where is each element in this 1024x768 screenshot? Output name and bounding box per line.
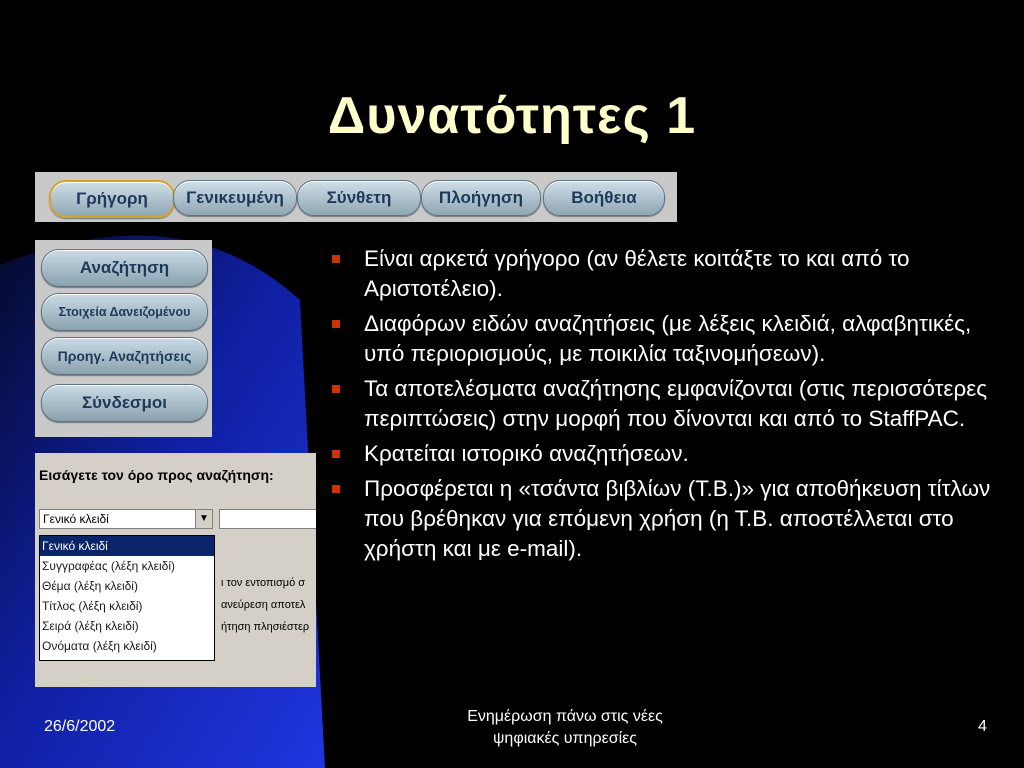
bullet-text: Είναι αρκετά γρήγορο (αν θέλετε κοιτάξτε το και από το Αριστοτέλειο).	[364, 246, 910, 301]
search-tab-bar	[35, 172, 677, 222]
tab-browse[interactable]: Πλοήγηση	[421, 180, 541, 216]
bullet-square-icon	[332, 485, 340, 493]
bullet-text: Κρατείται ιστορικό αναζητήσεων.	[364, 441, 689, 466]
search-form-screenshot	[35, 453, 316, 687]
chevron-down-icon[interactable]: ▼	[195, 510, 212, 528]
dropdown-option[interactable]: Συγγραφέας (λέξη κλειδί)	[42, 559, 176, 573]
search-button[interactable]: Αναζήτηση	[41, 249, 208, 287]
borrower-info-button[interactable]: Στοιχεία Δανειζομένου	[41, 293, 208, 331]
background-text: ήτηση πλησιέστερ	[221, 621, 310, 633]
bullet-item	[328, 244, 998, 304]
bullet-square-icon	[332, 255, 340, 263]
bullet-item	[328, 439, 998, 469]
dropdown-option[interactable]: Θέμα (λέξη κλειδί)	[42, 579, 138, 593]
background-text: ανεύρεση αποτελ	[221, 599, 306, 611]
bullet-square-icon	[332, 385, 340, 393]
footer-caption	[420, 706, 710, 750]
footer-caption-line: ψηφιακές υπηρεσίες	[493, 730, 637, 747]
select-value: Γενικό κλειδί	[43, 512, 109, 526]
bullet-item	[328, 374, 998, 434]
background-text: ι τον εντοπισμό σ	[221, 577, 306, 589]
side-button-panel	[35, 240, 212, 437]
footer-date: 26/6/2002	[44, 718, 116, 735]
slide-title: Δυνατότητες 1	[327, 87, 697, 145]
footer-caption-line: Ενημέρωση πάνω στις νέες	[467, 708, 663, 725]
search-term-label: Εισάγετε τον όρο προς αναζήτηση:	[39, 467, 274, 483]
tab-complex[interactable]: Σύνθετη	[297, 180, 421, 216]
bullet-text: Προσφέρεται η «τσάντα βιβλίων (Τ.Β.)» για αποθήκευση τίτλων που βρέθηκαν για επόμενη χρήση (η Τ.Β. αποστέλλεται στο χρήστη και με e-mail).	[364, 476, 991, 561]
bullet-square-icon	[332, 450, 340, 458]
bullet-text: Τα αποτελέσματα αναζήτησης εμφανίζονται (στις περισσότερες περιπτώσεις) στην μορφή που δίνονται και από το StaffPAC.	[364, 376, 988, 431]
links-button[interactable]: Σύνδεσμοι	[41, 384, 208, 422]
search-text-input[interactable]	[219, 509, 316, 529]
search-field-select[interactable]	[39, 509, 213, 529]
dropdown-option[interactable]: Ονόματα (λέξη κλειδί)	[42, 639, 157, 653]
tab-advanced[interactable]: Γενικευμένη	[173, 180, 297, 216]
previous-searches-button[interactable]: Προηγ. Αναζητήσεις	[41, 337, 208, 375]
bullet-square-icon	[332, 320, 340, 328]
tab-help[interactable]: Βοήθεια	[543, 180, 665, 216]
bullet-item	[328, 474, 998, 564]
tab-quick[interactable]: Γρήγορη	[49, 180, 175, 218]
bullet-text: Διαφόρων ειδών αναζητήσεις (με λέξεις κλειδιά, αλφαβητικές, υπό περιορισμούς, με ποικιλία ταξινομήσεων).	[364, 311, 972, 366]
bullet-item	[328, 309, 998, 369]
slide-number: 4	[978, 718, 987, 735]
bullet-list	[328, 244, 998, 569]
dropdown-option[interactable]: Σειρά (λέξη κλειδί)	[42, 619, 139, 633]
dropdown-option[interactable]: Γενικό κλειδί	[40, 536, 214, 556]
search-field-dropdown	[39, 535, 215, 661]
dropdown-option[interactable]: Τίτλος (λέξη κλειδί)	[42, 599, 143, 613]
